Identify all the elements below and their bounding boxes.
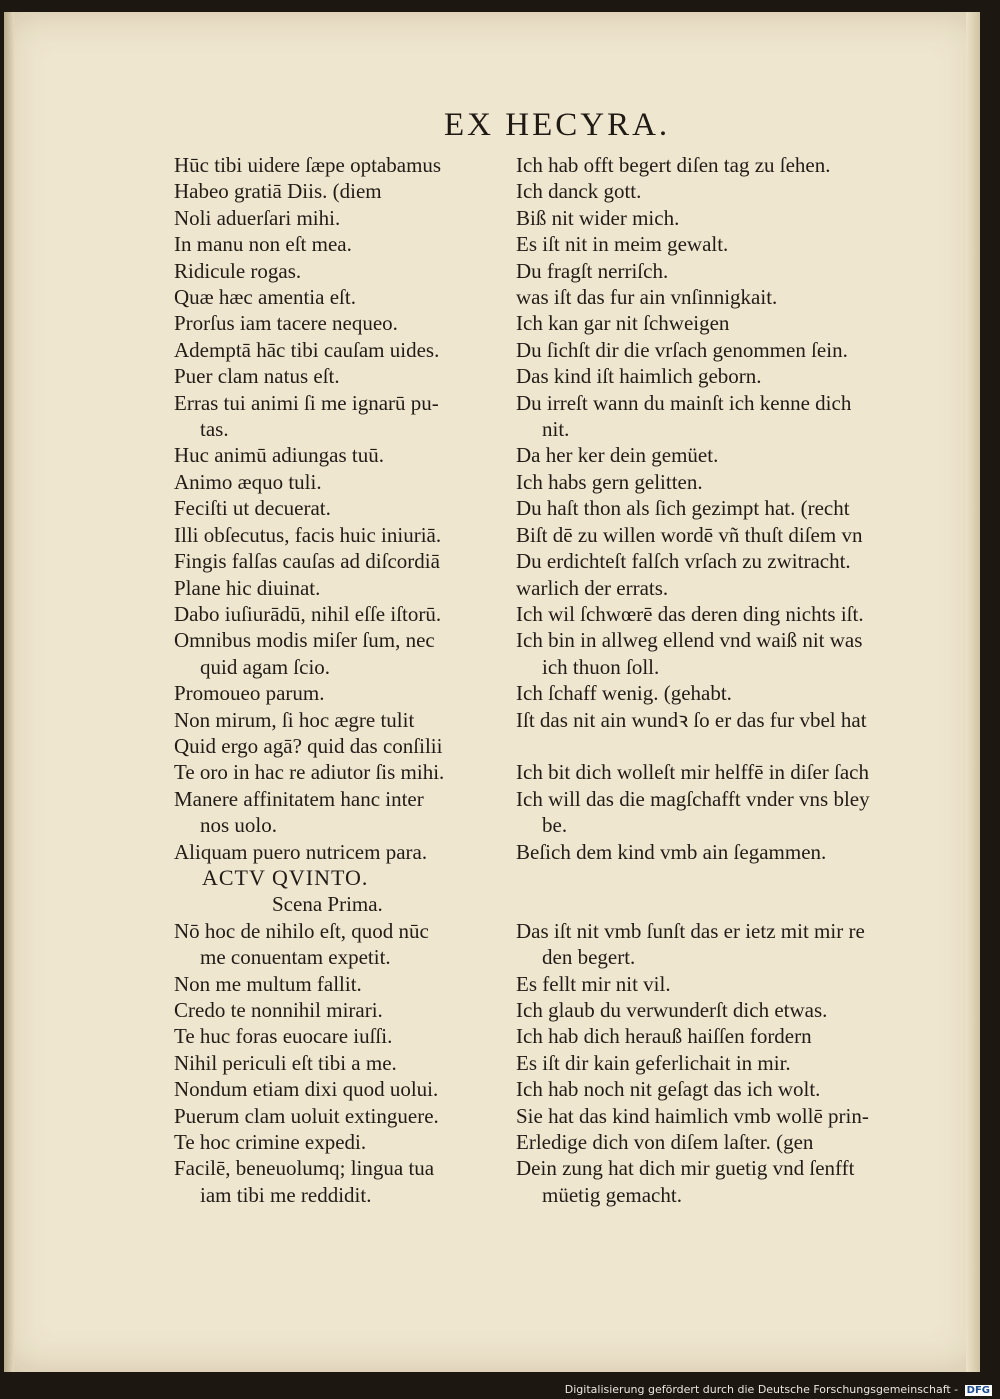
german-line: Es iſt dir kain geferlichait in mir. xyxy=(516,1050,791,1075)
german-line: Ich bit dich wolleſt mir helffē in diſer ſach xyxy=(516,760,870,785)
german-line: Erledige dich von diſem laſter. (gen xyxy=(516,1130,814,1155)
text-row xyxy=(174,575,944,601)
latin-line: Omnibus modis miſer ſum, nec xyxy=(174,628,435,653)
latin-line: Te huc foras euocare iuſſi. xyxy=(174,1024,393,1049)
latin-line: Puerum clam uoluit extinguere. xyxy=(174,1103,439,1128)
text-row xyxy=(174,469,944,495)
german-line: Du fragſt nerriſch. xyxy=(516,258,669,283)
text-row xyxy=(174,1023,944,1049)
german-line: Biß nit wider mich. xyxy=(516,205,680,230)
german-line: Du irreſt wann du mainſt ich kenne dich xyxy=(516,390,852,415)
latin-line: Noli aduerſari mihi. xyxy=(174,205,341,230)
text-row xyxy=(174,839,944,865)
german-line: Ich hab offt begert diſen tag zu ſehen. xyxy=(516,153,831,177)
german-line: Dein zung hat dich mir guetig vnd ſenfft xyxy=(516,1156,855,1181)
text-row xyxy=(174,1155,944,1181)
german-line: Ich ſchaff wenig. (gehabt. xyxy=(516,681,732,706)
german-line: Ich habs gern gelitten. xyxy=(516,469,703,494)
text-row xyxy=(174,865,944,891)
latin-line: In manu non eſt mea. xyxy=(174,232,352,257)
latin-line: Puer clam natus eſt. xyxy=(174,364,340,389)
text-row xyxy=(174,891,944,917)
latin-line: Plane hic diuinat. xyxy=(174,575,321,600)
german-line: Ich kan gar nit ſchweigen xyxy=(516,311,730,336)
text-row xyxy=(174,971,944,997)
german-line: ich thuon ſoll. xyxy=(542,654,660,679)
page-fore-edge xyxy=(966,12,980,1372)
latin-line: Ridicule rogas. xyxy=(174,258,302,283)
german-line: Du haſt thon als ſich gezimpt hat. (recht xyxy=(516,496,850,521)
german-line: Du ſichſt dir die vrſach genommen ſein. xyxy=(516,337,848,362)
german-line: Iſt das nit ain wundꝛ ſo er das fur vbel hat xyxy=(516,707,867,732)
text-row xyxy=(174,1076,944,1102)
text-row xyxy=(174,152,944,178)
latin-line: Feciſti ut decuerat. xyxy=(174,496,331,521)
latin-line: quid agam ſcio. xyxy=(200,654,331,679)
latin-line: Facilē, beneuolumq; lingua tua xyxy=(174,1156,435,1181)
latin-line: Quæ hæc amentia eſt. xyxy=(174,285,356,310)
text-row xyxy=(174,812,944,838)
text-row xyxy=(174,258,944,284)
latin-line: Huc animū adiungas tuū. xyxy=(174,443,384,468)
text-row xyxy=(174,205,944,231)
latin-line: Te hoc crimine expedi. xyxy=(174,1130,367,1155)
latin-line: Te oro in hac re adiutor ſis mihi. xyxy=(174,760,445,785)
german-line: Ich will das die magſchafft vnder vns bley xyxy=(516,786,870,811)
latin-line: Prorſus iam tacere nequeo. xyxy=(174,311,398,336)
latin-line: Animo æquo tuli. xyxy=(174,469,322,494)
latin-line: Nondum etiam dixi quod uolui. xyxy=(174,1077,439,1102)
text-row xyxy=(174,522,944,548)
text-row xyxy=(174,310,944,336)
german-line: Ich hab dich herauß haiſſen fordern xyxy=(516,1024,812,1049)
latin-line: Aliquam puero nutricem para. xyxy=(174,839,428,864)
text-row xyxy=(174,442,944,468)
german-line: Ich glaub du verwunderſt dich etwas. xyxy=(516,998,828,1022)
latin-line: Promoueo parum. xyxy=(174,681,325,706)
german-line: warlich der errats. xyxy=(516,575,669,600)
german-line: Ich hab noch nit geſagt das ich wolt. xyxy=(516,1077,821,1102)
text-row xyxy=(174,1103,944,1129)
german-line: Das kind iſt haimlich geborn. xyxy=(516,364,762,389)
german-line: Da her ker dein gemüet. xyxy=(516,443,719,468)
latin-line: Quid ergo agā? quid das conſilii xyxy=(174,733,443,758)
latin-line: Non me multum fallit. xyxy=(174,971,362,996)
latin-line: Nō hoc de nihilo eſt, quod nūc xyxy=(174,918,429,943)
text-row xyxy=(174,1182,944,1208)
german-line: den begert. xyxy=(542,945,636,970)
latin-line: tas. xyxy=(200,417,229,442)
german-line: was iſt das fur ain vnſinnigkait. xyxy=(516,285,778,310)
text-row xyxy=(174,786,944,812)
latin-line: Credo te nonnihil mirari. xyxy=(174,998,383,1022)
latin-line: Illi obſecutus, facis huic iniuriā. xyxy=(174,522,442,547)
text-row xyxy=(174,231,944,257)
latin-line: Dabo iuſiurādū, nihil eſſe iſtorū. xyxy=(174,601,442,626)
latin-line: Ademptā hāc tibi cauſam uides. xyxy=(174,337,440,362)
german-line: Es iſt nit in meim gewalt. xyxy=(516,232,729,257)
text-row xyxy=(174,997,944,1023)
latin-line: nos uolo. xyxy=(200,813,278,838)
latin-line: Hūc tibi uidere ſæpe optabamus xyxy=(174,153,442,177)
text-row xyxy=(174,1129,944,1155)
text-row xyxy=(174,759,944,785)
german-line: Sie hat das kind haimlich vmb wollē prin- xyxy=(516,1103,869,1128)
text-row xyxy=(174,548,944,574)
text-row xyxy=(174,363,944,389)
latin-line: Manere affinitatem hanc inter xyxy=(174,786,424,811)
text-row xyxy=(174,601,944,627)
german-line: Ich danck gott. xyxy=(516,179,642,204)
text-row xyxy=(174,944,944,970)
german-line: Das iſt nit vmb ſunſt das er ietz mit mir re xyxy=(516,918,865,943)
german-line: Ich wil ſchwœrē das deren ding nichts iſt. xyxy=(516,601,864,626)
text-row xyxy=(174,707,944,733)
text-row xyxy=(174,178,944,204)
latin-line: Erras tui animi ſi me ignarū pu- xyxy=(174,390,439,415)
text-row xyxy=(174,284,944,310)
latin-line: Non mirum, ſi hoc ægre tulit xyxy=(174,707,415,732)
text-row xyxy=(174,627,944,653)
german-line xyxy=(516,733,936,759)
digitization-credit xyxy=(565,1383,992,1396)
text-row xyxy=(174,918,944,944)
german-line: Biſt dē zu willen wordē vñ thuſt diſem vn xyxy=(516,522,863,547)
text-row xyxy=(174,654,944,680)
german-line: be. xyxy=(542,813,568,838)
latin-line: Nihil periculi eſt tibi a me. xyxy=(174,1050,397,1075)
text-row xyxy=(174,495,944,521)
latin-line: iam tibi me reddidit. xyxy=(200,1182,372,1207)
latin-line: Fingis falſas cauſas ad diſcordiā xyxy=(174,549,440,574)
latin-line: Habeo gratiā Diis. (diem xyxy=(174,179,382,204)
text-row xyxy=(174,680,944,706)
german-line: Es fellt mir nit vil. xyxy=(516,971,671,996)
act-heading: ACTV QVINTO. xyxy=(202,864,369,890)
latin-line: me conuentam expetit. xyxy=(200,945,391,970)
german-line: nit. xyxy=(542,417,570,442)
parallel-text-columns xyxy=(174,152,944,1208)
text-row xyxy=(174,337,944,363)
text-row xyxy=(174,390,944,416)
credit-text: Digitalisierung gefördert durch die Deutsche Forschungsgemeinschaft - xyxy=(564,1383,959,1396)
text-row xyxy=(174,416,944,442)
dfg-logo: DFG xyxy=(966,1385,990,1396)
german-line: müetig gemacht. xyxy=(542,1182,682,1207)
german-line: Du erdichteſt falſch vrſach zu zwitracht. xyxy=(516,549,851,574)
scene-heading: Scena Prima. xyxy=(272,892,383,917)
german-line xyxy=(574,891,944,917)
german-line xyxy=(535,865,944,891)
german-line: Ich bin in allweg ellend vnd waiß nit was xyxy=(516,628,863,653)
german-line: Beſich dem kind vmb ain ſegammen. xyxy=(516,839,827,864)
text-row xyxy=(174,733,944,759)
text-row xyxy=(174,1050,944,1076)
page-gutter xyxy=(4,12,14,1372)
running-head: EX HECYRA. xyxy=(444,107,671,143)
book-page xyxy=(4,12,980,1372)
